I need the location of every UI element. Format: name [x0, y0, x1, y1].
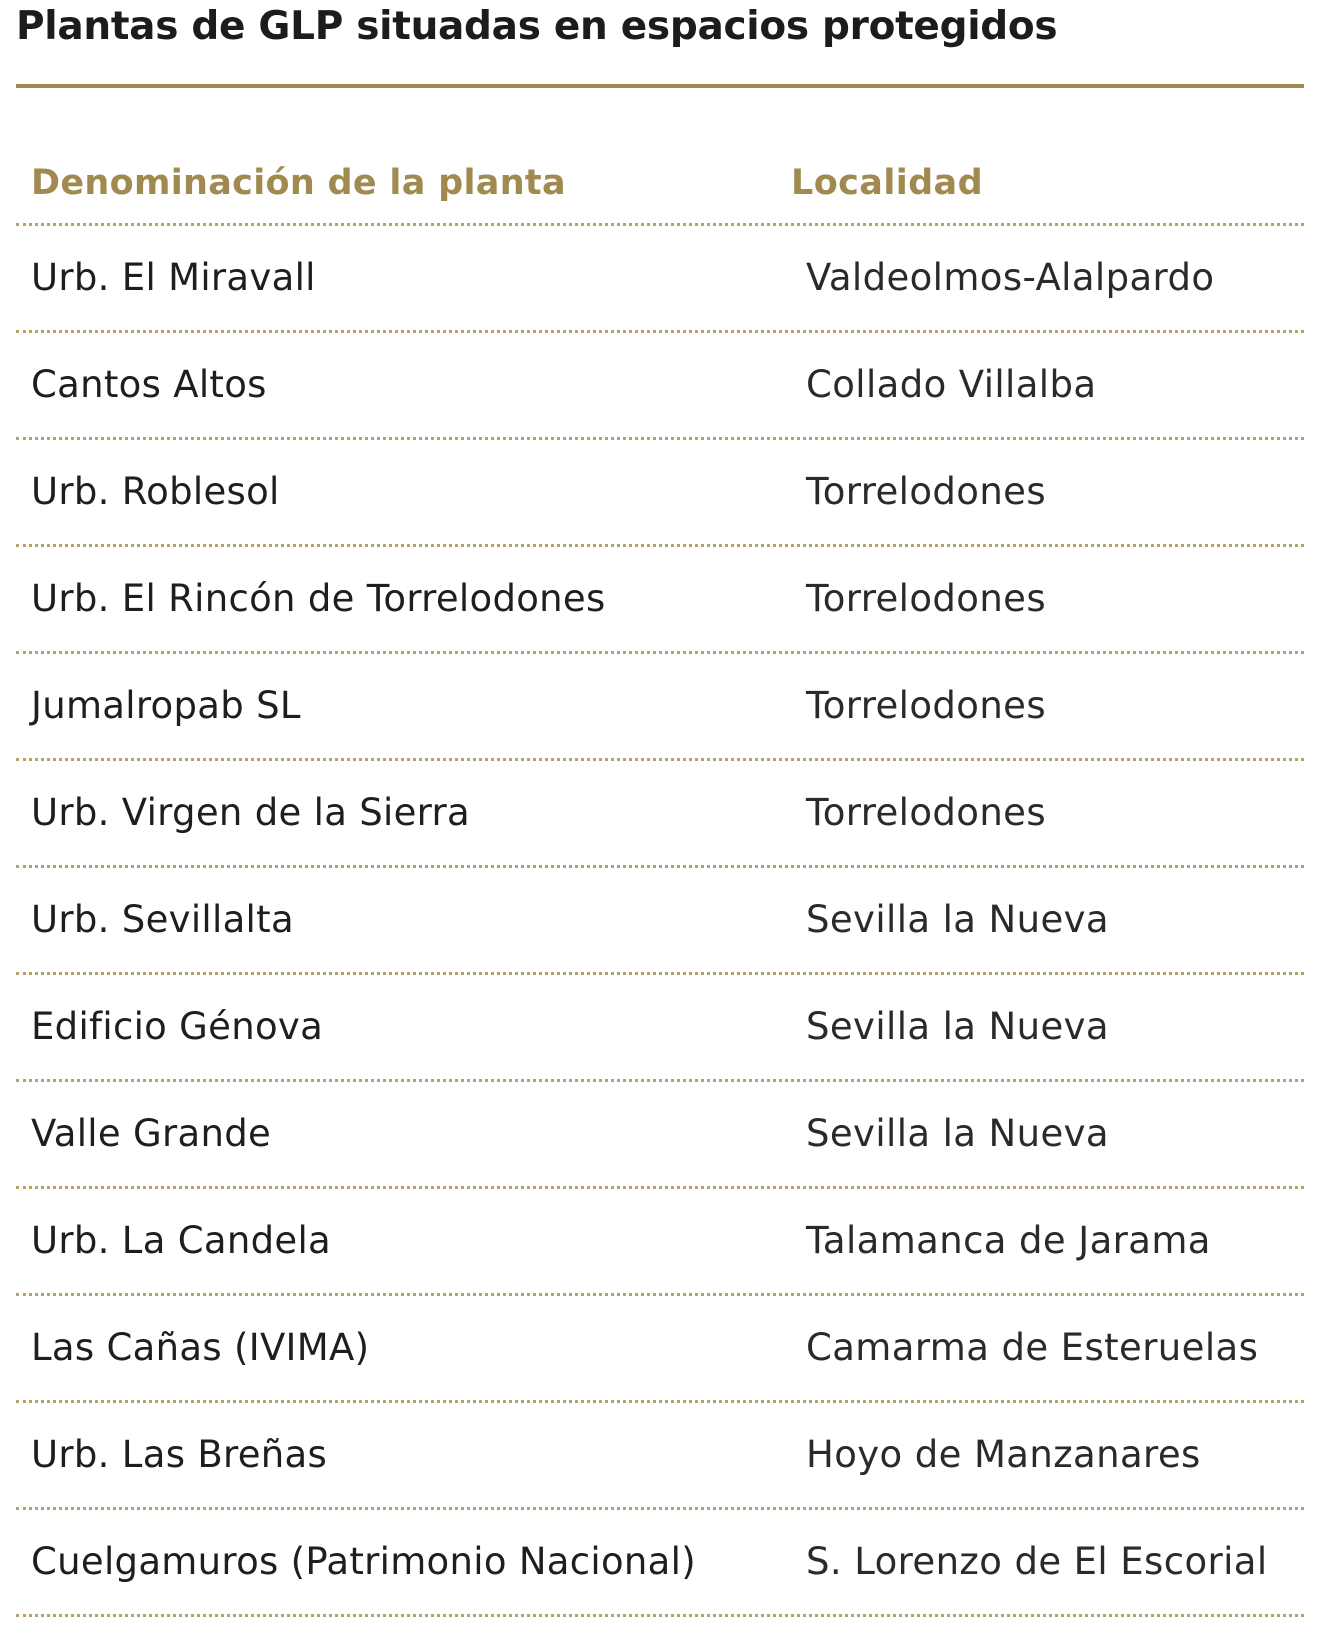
plant-name-cell: Valle Grande: [31, 1112, 272, 1155]
table-row: [16, 1189, 1304, 1296]
table-row: [16, 975, 1304, 1082]
table-row: [16, 761, 1304, 868]
plant-name-cell: Urb. El Rincón de Torrelodones: [31, 577, 606, 620]
table-row: [16, 547, 1304, 654]
locality-cell: Hoyo de Manzanares: [806, 1433, 1201, 1476]
plant-name-cell: Urb. El Miravall: [31, 256, 316, 299]
locality-cell: Sevilla la Nueva: [806, 898, 1109, 941]
locality-cell: Torrelodones: [806, 791, 1047, 834]
plant-name-cell: Urb. Las Breñas: [31, 1433, 328, 1476]
title-divider: [16, 84, 1304, 88]
locality-cell: Torrelodones: [806, 577, 1047, 620]
table-row: [16, 1510, 1304, 1617]
plant-name-cell: Edificio Génova: [31, 1005, 324, 1048]
table-row: [16, 1403, 1304, 1510]
locality-cell: Collado Villalba: [806, 363, 1097, 406]
plant-name-cell: Urb. Roblesol: [31, 470, 280, 513]
plant-name-cell: Urb. La Candela: [31, 1219, 332, 1262]
locality-cell: Talamanca de Jarama: [806, 1219, 1211, 1262]
table-row: [16, 1296, 1304, 1403]
plant-name-cell: Jumalropab SL: [31, 684, 301, 727]
plants-table: [16, 160, 1304, 1617]
locality-cell: Torrelodones: [806, 684, 1047, 727]
table-row: [16, 868, 1304, 975]
table-header-row: [16, 160, 1304, 226]
page-title: Plantas de GLP situadas en espacios protegidos: [16, 4, 1058, 49]
locality-cell: Camarma de Esteruelas: [806, 1326, 1259, 1369]
table-row: [16, 654, 1304, 761]
plant-name-cell: Urb. Virgen de la Sierra: [31, 791, 471, 834]
plant-name-cell: Cuelgamuros (Patrimonio Nacional): [31, 1540, 696, 1583]
locality-cell: S. Lorenzo de El Escorial: [806, 1540, 1268, 1583]
header-locality: Localidad: [791, 163, 984, 203]
locality-cell: Torrelodones: [806, 470, 1047, 513]
header-plant-name: Denominación de la planta: [31, 163, 566, 203]
plant-name-cell: Urb. Sevillalta: [31, 898, 294, 941]
plant-name-cell: Las Cañas (IVIMA): [31, 1326, 370, 1369]
table-row: [16, 440, 1304, 547]
locality-cell: Valdeolmos-Alalpardo: [806, 256, 1215, 299]
table-row: [16, 1082, 1304, 1189]
locality-cell: Sevilla la Nueva: [806, 1112, 1109, 1155]
table-row: [16, 226, 1304, 333]
plant-name-cell: Cantos Altos: [31, 363, 267, 406]
locality-cell: Sevilla la Nueva: [806, 1005, 1109, 1048]
table-row: [16, 333, 1304, 440]
